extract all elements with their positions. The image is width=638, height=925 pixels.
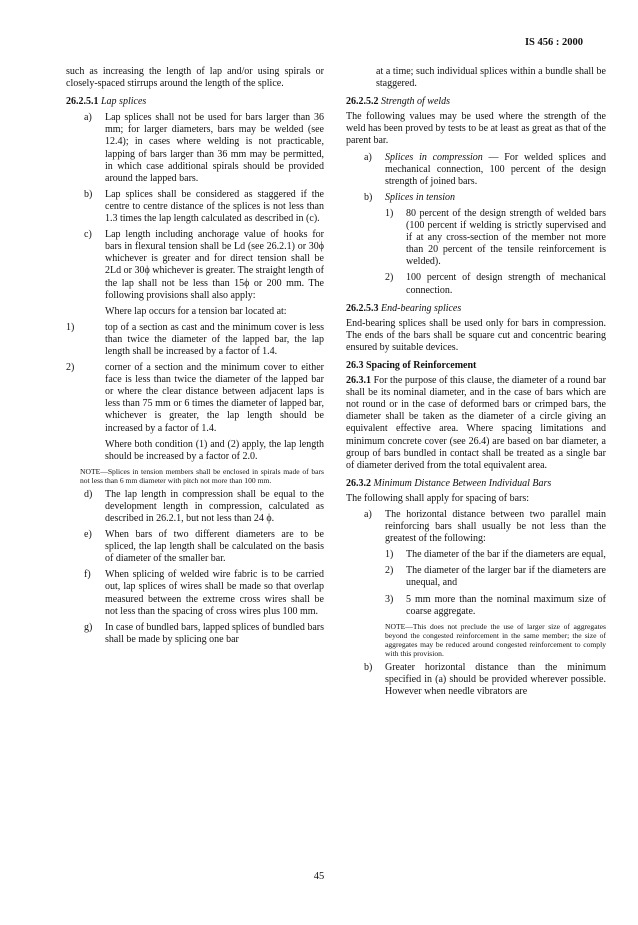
paragraph-26-3-1 [346, 375, 606, 472]
list-item-a [84, 112, 324, 185]
sub-text: 80 percent of the design strength of welded bars (100 percent if welding is strictly supervised and if at any cross-section of the member not more than 20 percent of the tensile reinforcement is welded). [406, 207, 606, 268]
list-label: a) [364, 509, 372, 520]
sub-label: 1) [66, 321, 75, 333]
continuation-text: at a time; such individual splices within a bundle shall be staggered. [376, 66, 606, 90]
section-title: Strength of welds [381, 96, 451, 108]
section-number: 26.3.2 [346, 477, 371, 489]
spacing-sub-3 [385, 594, 606, 618]
list-text: Lap splices shall not be used for bars larger than 36 mm; for larger diameters, bars may be welded (see 12.4); in cases where welding is not practicable, lapping of bars larger than 36 mm may be permitted, in which case additional spirals should be provided around the lapped bars. [105, 112, 324, 184]
list-text: Lap splices shall be considered as staggered if the centre to centre distance of the splices is not less than 1.3 times the lap length calculated as described in (c). [105, 188, 324, 225]
list-text: Lap length including anchorage value of hooks for bars in flexural tension shall be Ld (see 26.2.1) or 30ϕ whichever is greater and for direct tension shall be 2Ld or 30ϕ whichever is greater. The straight length of the lap shall not be less than 15ϕ or 200 mm. The following provisions shall also apply: [105, 229, 324, 301]
sub-label: 2) [385, 565, 394, 577]
list-label: a) [364, 151, 372, 163]
list-item-c [84, 229, 324, 302]
both-condition-text: Where both condition (1) and (2) apply, the lap length should be increased by a factor of 2.0. [105, 438, 324, 462]
list-text: When bars of two different diameters are to be spliced, the lap length shall be calculated on the basis of diameter of the smaller bar. [105, 529, 324, 565]
note-aggregates: NOTE—This does not preclude the use of larger size of aggregates beyond the congested reinforcement in the same member; the size of aggregates may be reduced around congested reinforcement to comply with this provision. [385, 621, 606, 658]
spacing-sub-2 [385, 565, 606, 589]
section-number: 26.2.5.1 [66, 96, 99, 108]
list-item-b [84, 189, 324, 225]
list-label: d) [84, 488, 93, 500]
list-item-f [84, 569, 324, 617]
weld-item-b [364, 192, 606, 204]
sub-label: 1) [385, 207, 394, 219]
section-heading-26-2-5-2 [346, 96, 606, 108]
tension-sub-2 [385, 272, 606, 296]
note-splices: NOTE—Splices in tension members shall be enclosed in spirals made of bars not less than 6 mm diameter with pitch not more than 100 mm. [80, 466, 324, 485]
section-title: Minimum Distance Between Individual Bars [373, 477, 552, 489]
section-title: End-bearing splices [381, 302, 462, 314]
section-number: 26.2.5.3 [346, 302, 379, 314]
splices-tension-title: Splices in tension [385, 191, 455, 203]
section-heading-26-2-5-1 [66, 96, 324, 108]
weld-item-a [364, 152, 606, 188]
sub-label: 1) [385, 549, 394, 561]
list-item-d [84, 489, 324, 525]
sub-text: top of a section as cast and the minimum cover is less than twice the diameter of the lapped bar, the lap length shall be increased by a factor of 1.4. [105, 321, 324, 357]
paragraph-text: For the purpose of this clause, the diameter of a round bar shall be its nominal diameter, and in the case of bars which are not round or in the case of deformed bars or crimped bars, the diameter shall be taken as the diameter of a circle giving an equivalent effective area. Where spacing limitations and minimum concrete cover (see 26.4) are based on bar diameter, a group of bars bundled in contact shall be treated as a single bar of diameter derived from the total equivalent area. [346, 375, 606, 471]
end-bearing-text: End-bearing splices shall be used only for bars in compression. The ends of the bars shall be square cut and concentric bearing ensured by suitable devices. [346, 317, 606, 353]
sub-label: 3) [385, 593, 394, 605]
sub-text: corner of a section and the minimum cover to either face is less than twice the diameter of the lapped bar or where the clear distance between adjacent laps is less than 75 mm or 6 times the diameter of lapped bar, whichever is greater, the lap length should be increased by a factor of 1.4. [105, 362, 324, 434]
tension-sub-1 [385, 208, 606, 268]
list-text: When splicing of welded wire fabric is to be carried out, lap splices of wires shall be made so that overlap measured between the extreme cross wires shall be not less than the spacing of cross wires plus 100 mm. [105, 569, 324, 617]
sub-item-1 [66, 322, 324, 358]
sub-label: 2) [66, 362, 75, 374]
spacing-sub-1 [385, 549, 606, 561]
section-number: 26.3 [346, 359, 364, 371]
list-text: The lap length in compression shall be equal to the development length in compression, calculated as described in 26.2.1, but not less than 24 ϕ. [105, 488, 324, 524]
list-label: f) [84, 569, 91, 581]
section-title: Lap splices [101, 96, 147, 108]
sub-item-2 [66, 362, 324, 435]
spacing-item-b [364, 662, 606, 698]
where-lap-text: Where lap occurs for a tension bar located at: [105, 305, 287, 317]
list-label: b) [364, 191, 373, 203]
list-text: Greater horizontal distance than the minimum specified in (a) should be provided wherever possible. However when needle vibrators are [385, 661, 606, 697]
left-column [66, 66, 324, 646]
list-label: g) [84, 621, 93, 633]
strength-of-welds-text: The following values may be used where the strength of the weld has been proved by tests to be at least as great as that of the parent bar. [346, 111, 606, 147]
list-label: a) [84, 112, 92, 124]
list-item-g [84, 622, 324, 646]
list-text [385, 152, 606, 188]
section-heading-26-2-5-3 [346, 303, 606, 315]
list-item-e [84, 529, 324, 565]
section-heading-26-3 [346, 360, 606, 372]
spacing-intro-text: The following shall apply for spacing of bars: [346, 492, 530, 504]
sub-text: The diameter of the larger bar if the diameters are unequal, and [406, 565, 606, 589]
list-label: b) [364, 661, 373, 673]
section-number: 26.2.5.2 [346, 96, 379, 108]
right-column [346, 66, 606, 698]
sub-text: 5 mm more than the nominal maximum size of coarse aggregate. [406, 593, 606, 617]
spacing-item-a [364, 509, 606, 545]
sub-label: 2) [385, 272, 394, 284]
sub-text: 100 percent of design strength of mechanical connection. [406, 272, 606, 296]
sub-text: The diameter of the bar if the diameters are equal, [406, 549, 606, 561]
intro-paragraph: such as increasing the length of lap and/or using spirals or closely-spaced stirrups around the length of the splice. [66, 66, 324, 90]
list-text: In case of bundled bars, lapped splices of bundled bars shall be made by splicing one bar [105, 621, 324, 645]
section-number: 26.3.1 [346, 375, 371, 387]
page-number: 45 [313, 871, 325, 882]
list-label: e) [84, 529, 92, 541]
section-heading-26-3-2 [346, 478, 606, 490]
page-header: IS 456 : 2000 [524, 37, 583, 48]
list-label: b) [84, 188, 93, 200]
list-label: c) [84, 229, 92, 241]
section-title: Spacing of Reinforcement [366, 359, 477, 371]
list-text: The horizontal distance between two parallel main reinforcing bars shall usually be not less than the greatest of the following: [385, 509, 606, 545]
splices-compression-text: — For welded splices and mechanical connection, 100 percent of the design strength of joined bars. [385, 151, 606, 187]
splices-compression-title: Splices in compression [385, 151, 483, 163]
